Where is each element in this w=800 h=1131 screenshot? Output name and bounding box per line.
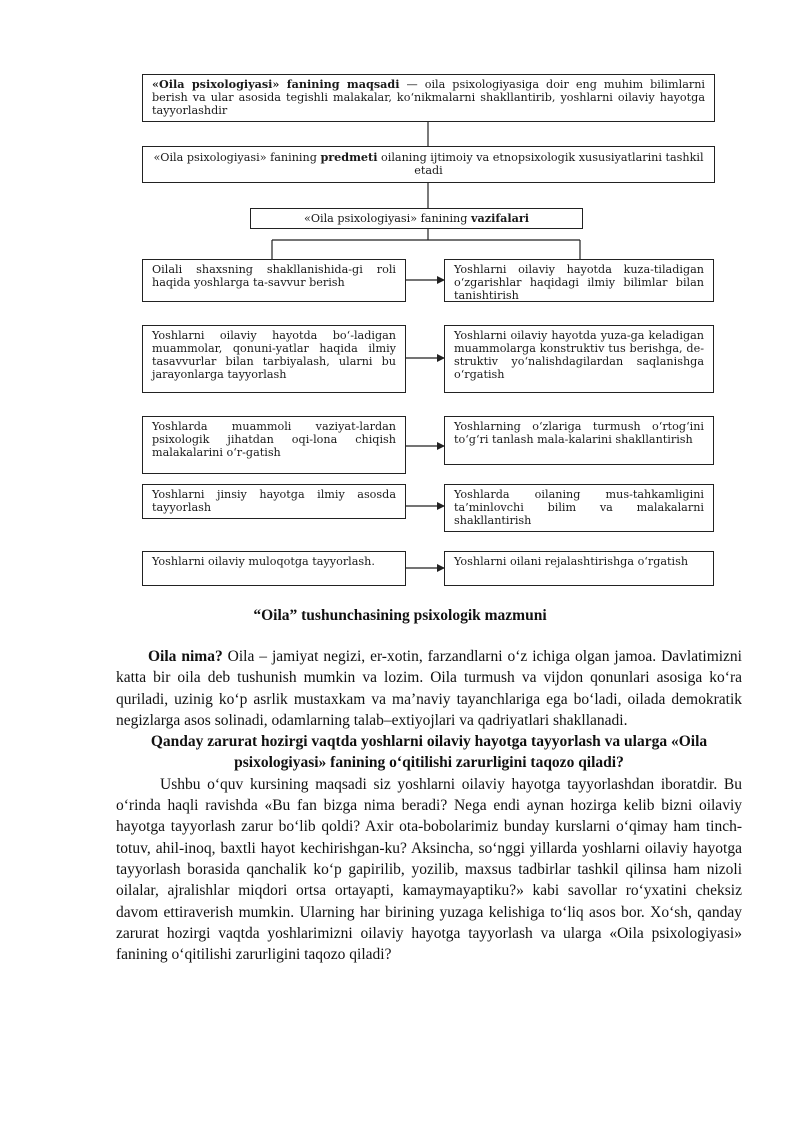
- tasks-pre: «Oila psixologiyasi» fanining: [303, 212, 471, 225]
- subject-post: oilaning ijtimoiy va etnopsixologik xususiyatlarini tashkil etadi: [377, 151, 704, 177]
- left-task-3: Yoshlarda muammoli vaziyat-lardan psixologik jihatdan oqi-lona chiqish malakalarini o‘r-gatish: [142, 416, 406, 474]
- subject-box: [142, 146, 715, 183]
- subject-bold: predmeti: [320, 150, 378, 164]
- left-task-2: Yoshlarni oilaviy hayotda bo‘-ladigan muammolar, qonuni-yatlar haqida ilmiy tasavvurlar bilan tarbiyalash, ularni bu jarayonlarga tayyorlash: [142, 325, 406, 393]
- goal-text: — oila psixologiyasiga doir eng muhim bilimlarni berish va ular asosida tegishli malakalar, ko‘nikmalarni shakllantirib, yoshlarni oilaviy hayotga tayyorlashdir: [152, 78, 705, 117]
- subject-pre: «Oila psixologiyasi» fanining: [153, 151, 321, 164]
- tasks-box: [250, 208, 583, 229]
- paragraph-oila-text: Oila – jamiyat negizi, er-xotin, farzandlarni o‘z ichiga olgan jamoa. Davlatimizni katta bir oila deb tushunish mumkin va lozim. Oila turmush va vijdon qonunlari asosiga ko‘ra quriladi, uzinig ko‘p asrlik mustaxkam va ma’naviy tayanchlariga ega bo‘ladi, oilada demokratik negizlarga asos solinadi, odamlarning talab–extiyojlari va qadriyatlari shakllanadi.: [116, 648, 742, 729]
- goal-box: [142, 74, 715, 122]
- right-task-1: Yoshlarni oilaviy hayotda kuza-tiladigan o‘zgarishlar haqidagi ilmiy bilimlar bilan tanishtirish: [444, 259, 714, 302]
- paragraph-lead: Oila nima?: [148, 648, 223, 665]
- section-question-heading: Qanday zarurat hozirgi vaqtda yoshlarni oilaviy hayotga tayyorlash va ularga «Oila psixologiyasi» fanining o‘qitilishi zarurligini taqozo qiladi?: [150, 733, 708, 772]
- paragraph-oila-nima: [116, 646, 742, 731]
- right-task-3: Yoshlarning o‘zlariga turmush o‘rtog‘ini to‘g‘ri tanlash mala-kalarini shakllantirish: [444, 416, 714, 465]
- right-task-2: Yoshlarni oilaviy hayotda yuza-ga keladigan muammolarga konstruktiv tus berishga, de-struktiv yo‘nalishdagilardan saqlanishga o‘rgatish: [444, 325, 714, 393]
- right-task-4: Yoshlarda oilaning mus-tahkamligini ta’minlovchi bilim va malakalarni shakllantirish: [444, 484, 714, 532]
- goal-title: «Oila psixologiyasi» fanining maqsadi: [152, 77, 400, 91]
- left-task-4: Yoshlarni jinsiy hayotga ilmiy asosda tayyorlash: [142, 484, 406, 519]
- paragraph-course-goal: Ushbu o‘quv kursining maqsadi siz yoshlarni oilaviy hayotga tayyorlashdan iboratdir. Bu o‘rinda haqli ravishda «Bu fan bizga nima beradi? Nega endi aynan hozirga kelib bizni oilaviy hayotga tayyorlash zarur bo‘lib qoldi? Axir ota-bobolarimiz bunday kurslarni o‘qimay ham tinch-totuv, ahil-inoq, baxtli hayot kechirishgan-ku? Aksincha, so‘nggi yillarda yoshlarni oilaviy hayotga tayyorlash borasida qanchalik ko‘p gapirilib, yozilib, maxsus tadbirlar tashkil qilinsa ham nizoli oilalar, ajralishlar miqdori ortsa ortayapti, kamaymayaptiku?» kabi savollar ro‘yxatini cheksiz davom ettiraverish mumkin. Ularning har birining yuzaga kelishiga to‘liq asos bor. Xo‘sh, qanday zarurat hozirgi vaqtda yoshlarimizni oilaviy hayotga tayyorlash va ularga «Oila psixologiyasi» fanining o‘qitilishi zarurligini taqozo qiladi?: [116, 775, 742, 964]
- section-caption: “Oila” tushunchasining psixologik mazmuni: [253, 607, 547, 624]
- right-task-5: Yoshlarni oilani rejalashtirishga o‘rgatish: [444, 551, 714, 586]
- body-text: [116, 646, 742, 965]
- tasks-bold: vazifalari: [470, 211, 530, 225]
- left-task-5: Yoshlarni oilaviy muloqotga tayyorlash.: [142, 551, 406, 586]
- left-task-1: Oilali shaxsning shakllanishida-gi roli haqida yoshlarga ta-savvur berish: [142, 259, 406, 302]
